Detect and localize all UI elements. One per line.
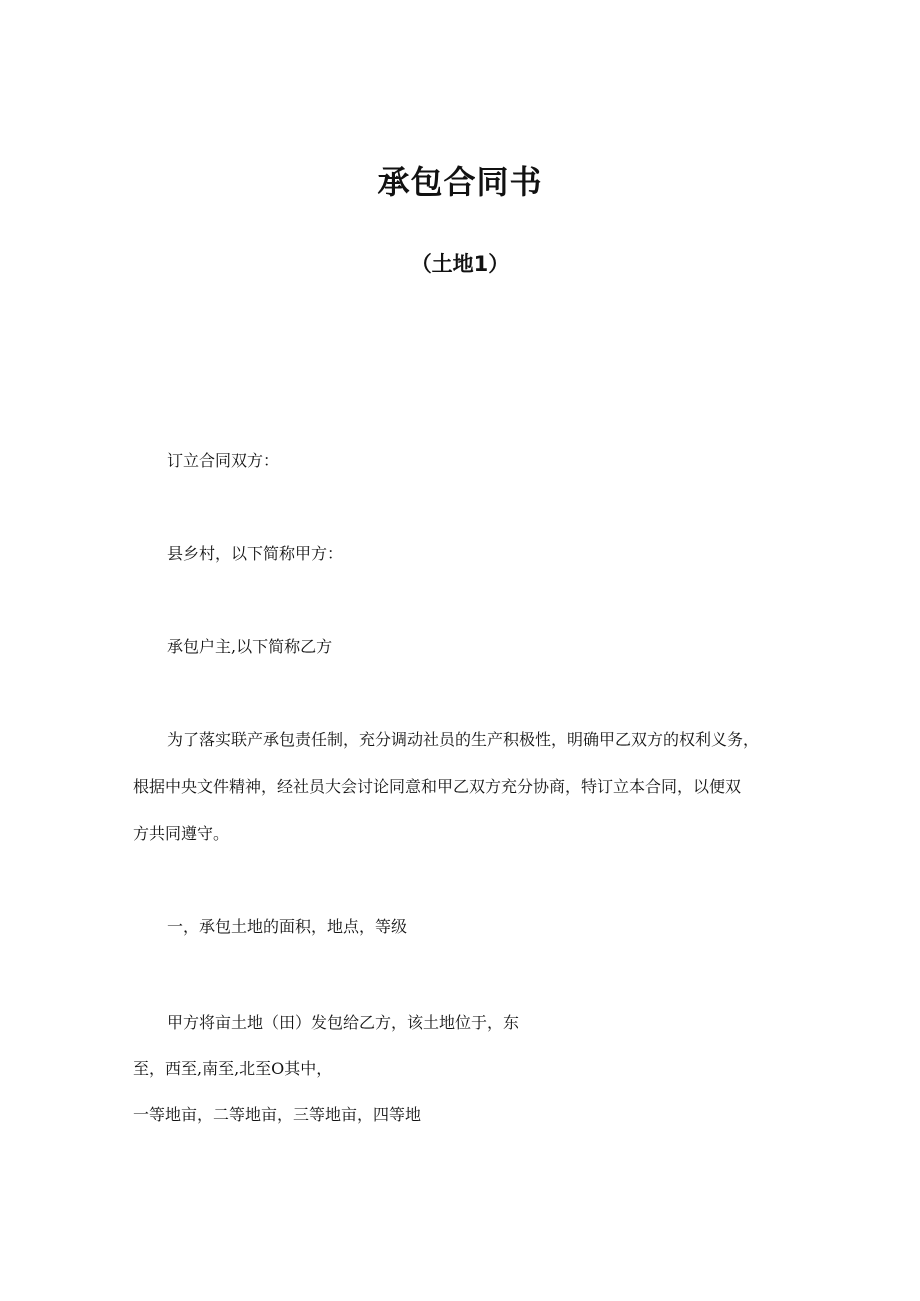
section-1-heading: 一，承包土地的面积，地点，等级 <box>167 917 408 936</box>
parties-heading: 订立合同双方： <box>167 451 280 470</box>
preamble-line-3: 方共同遵守。 <box>133 824 230 843</box>
document-subtitle: （土地1） <box>410 252 510 276</box>
preamble-line-2: 根据中央文件精神，经社员大会讨论同意和甲乙双方充分协商，特订立本合同，以便双 <box>133 777 742 796</box>
document-title: 承包合同书 <box>377 163 543 201</box>
party-a-line: 县乡村，以下简称甲方： <box>167 544 344 563</box>
preamble-line-1: 为了落实联产承包责任制，充分调动社员的生产积极性，明确甲乙双方的权利义务， <box>167 730 760 749</box>
party-b-line: 承包户主,以下简称乙方 <box>167 637 333 656</box>
land-location-line-2: 至，西至,南至,北至O其中， <box>133 1059 333 1078</box>
land-location-line-1: 甲方将亩土地（田）发包给乙方，该土地位于，东 <box>167 1013 520 1032</box>
land-grade-line: 一等地亩，二等地亩，三等地亩，四等地 <box>133 1105 422 1124</box>
